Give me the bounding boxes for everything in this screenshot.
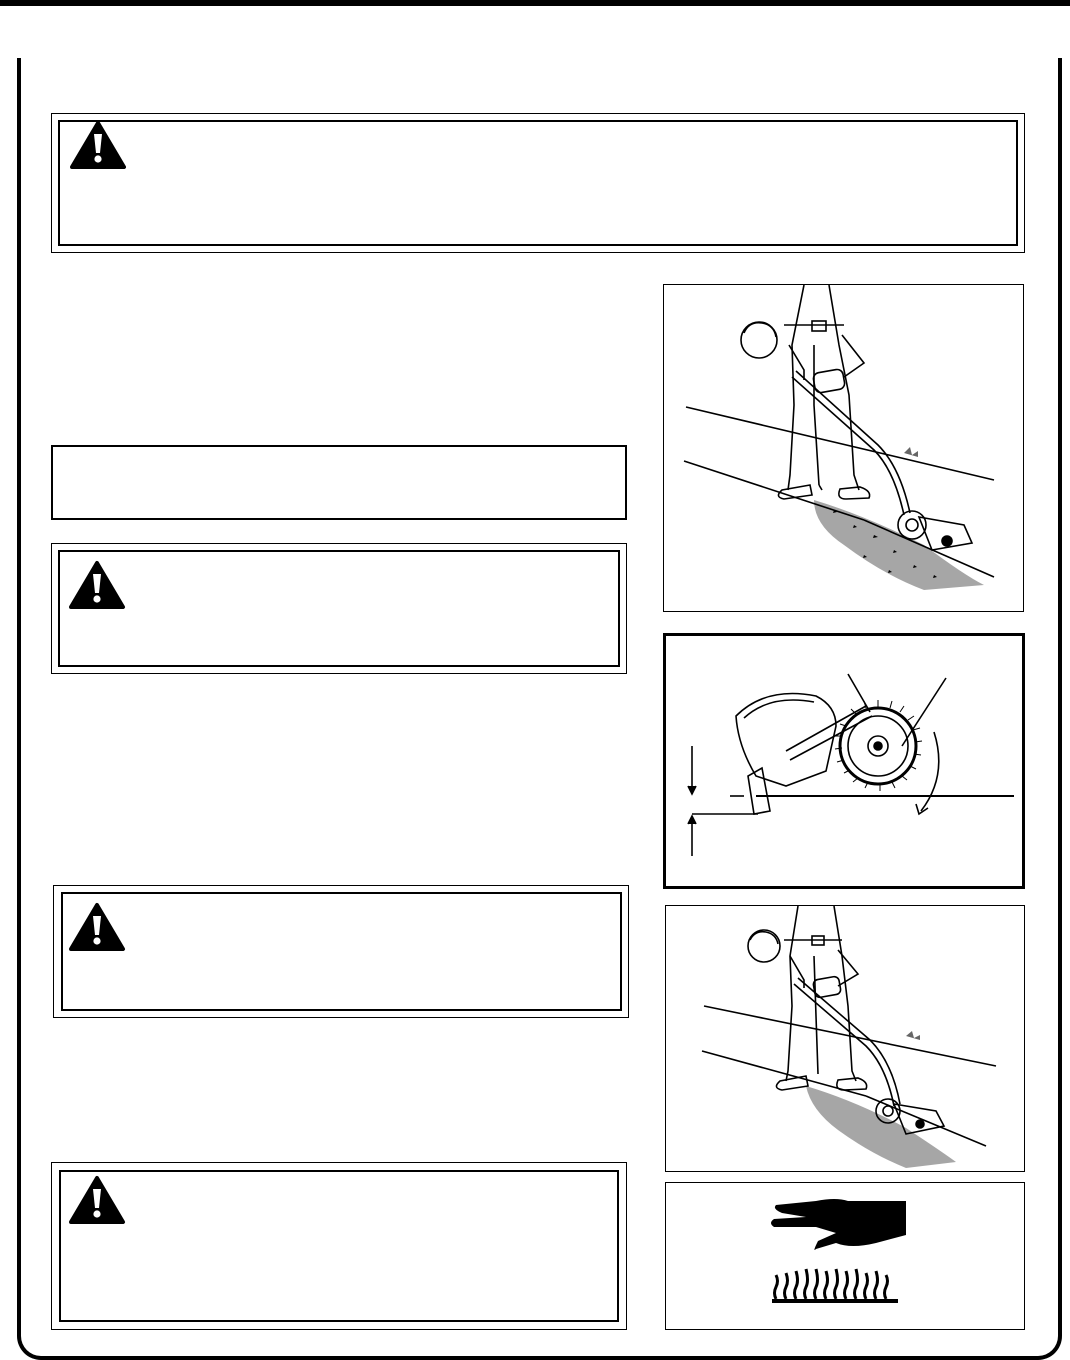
warning-triangle-icon — [70, 120, 126, 170]
warning-triangle-icon — [68, 902, 126, 952]
figure-edging-operator — [663, 284, 1024, 612]
note-box — [51, 445, 627, 520]
figure-edger-depth-diagram — [663, 633, 1025, 889]
warning-box-inner — [59, 1170, 619, 1322]
warning-box-top — [51, 113, 1025, 253]
hot-surface-icon — [770, 1265, 900, 1305]
figure-hot-surface-symbol — [665, 1182, 1025, 1330]
warning-box-inner — [58, 550, 620, 667]
warning-box-inner — [61, 892, 622, 1011]
figure-edging-operator-2 — [665, 905, 1025, 1172]
warning-box-inner — [58, 120, 1018, 246]
warning-box-3 — [53, 885, 629, 1018]
warning-triangle-icon — [68, 1175, 126, 1225]
edger-depth-illustration — [666, 636, 1022, 886]
edging-operator-illustration — [664, 285, 1022, 610]
top-rule — [0, 0, 1070, 6]
warning-box-4 — [51, 1162, 627, 1330]
edging-operator-2-illustration — [666, 906, 1023, 1170]
hand-icon — [666, 1183, 1023, 1328]
warning-box-2 — [51, 543, 627, 674]
warning-triangle-icon — [68, 560, 126, 610]
